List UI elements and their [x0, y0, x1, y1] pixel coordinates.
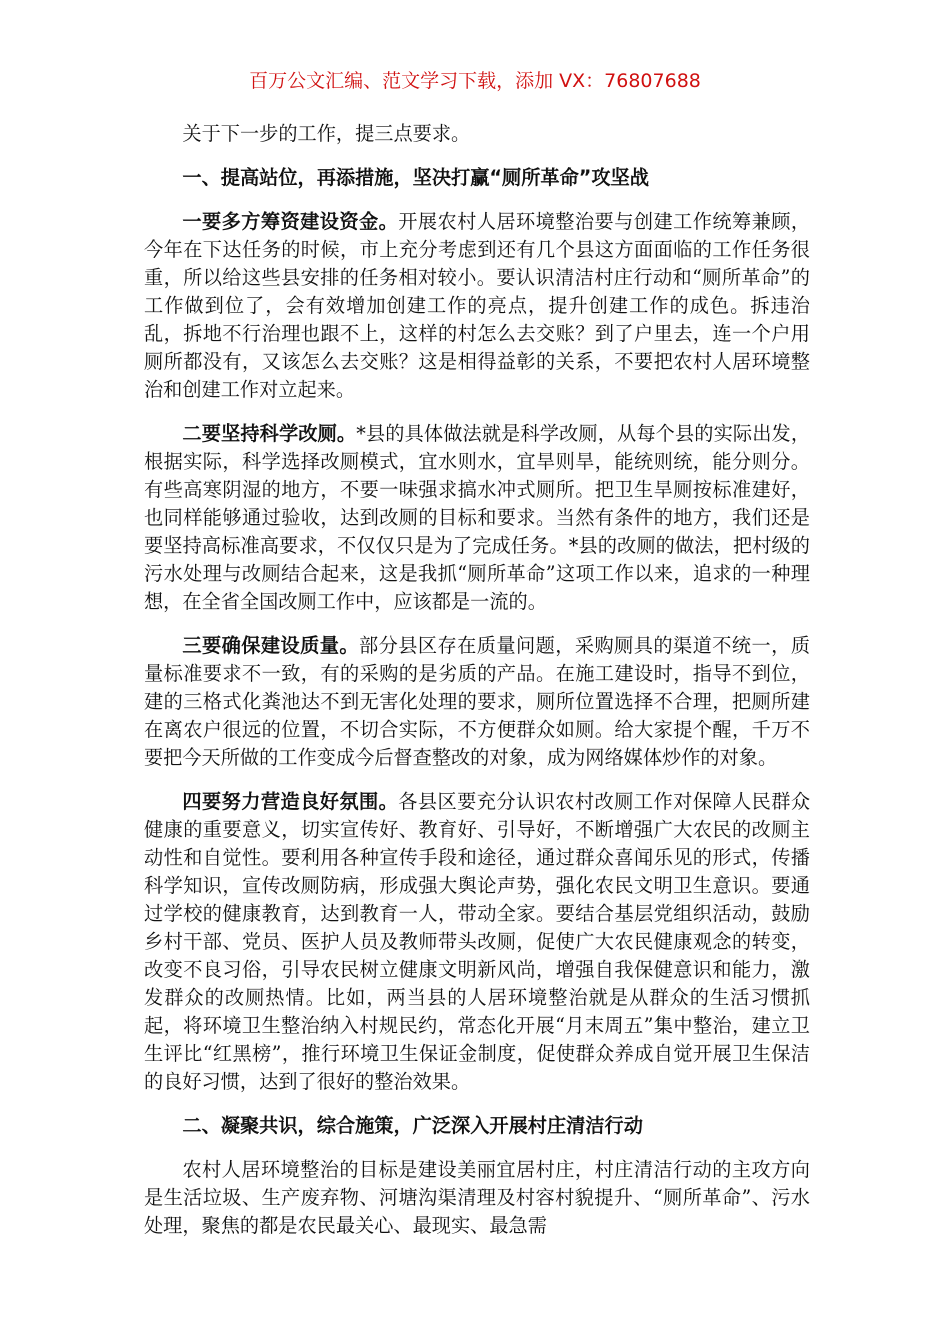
paragraph-1	[144, 208, 810, 404]
paragraph-2	[144, 420, 810, 616]
document-body	[144, 120, 810, 1256]
intro-paragraph: 关于下一步的工作，提三点要求。	[182, 122, 471, 145]
paragraph-5: 农村人居环境整治的目标是建设美丽宜居村庄，村庄清洁行动的主攻方向是生活垃圾、生产废弃物、河塘沟渠清理及村容村貌提升、“厕所革命”、污水处理，聚焦的都是农民最关心、最现实、最急需	[144, 1158, 810, 1237]
paragraph-2-body: *县的具体做法就是科学改厕，从每个县的实际出发，根据实际，科学选择改厕模式，宜水则水，宜旱则旱，能统则统，能分则分。有些高寒阴湿的地方，不要一味强求搞水冲式厕所。把卫生旱厕按标准建好，也同样能够通过验收，达到改厕的目标和要求。当然有条件的地方，我们还是要坚持高标准高要求，不仅仅只是为了完成任务。*县的改厕的做法，把村级的污水处理与改厕结合起来，这是我抓“厕所革命”这项工作以来，追求的一种理想，在全省全国改厕工作中，应该都是一流的。	[144, 422, 811, 613]
paragraph-4-body: 各县区要充分认识农村改厕工作对保障人民群众健康的重要意义，切实宣传好、教育好、引导好，不断增强广大农民的改厕主动性和自觉性。要利用各种宣传手段和途径，通过群众喜闻乐见的形式，传播科学知识，宣传改厕防病，形成强大舆论声势，强化农民文明卫生意识。要通过学校的健康教育，达到教育一人，带动全家。要结合基层党组织活动，鼓励乡村干部、党员、医护人员及教师带头改厕，促使广大农民健康观念的转变，改变不良习俗，引导农民树立健康文明新风尚，增强自我保健意识和能力，激发群众的改厕热情。比如，两当县的人居环境整治就是从群众的生活习惯抓起，将环境卫生整治纳入村规民约，常态化开展“月末周五”集中整治，建立卫生评比“红黑榜”，推行环境卫生保证金制度，促使群众养成自觉开展卫生保洁的良好习惯，达到了很好的整治效果。	[144, 790, 811, 1093]
paragraph-2-lead: 二要坚持科学改厕。	[182, 422, 357, 445]
paragraph-3-lead: 三要确保建设质量。	[182, 634, 360, 657]
paragraph-4-lead: 四要努力营造良好氛围。	[182, 790, 399, 813]
paragraph-1-lead: 一要多方筹资建设资金。	[182, 210, 399, 233]
section-heading-2: 二、凝聚共识，综合施策，广泛深入开展村庄清洁行动	[182, 1114, 643, 1137]
section-heading-1: 一、提高站位，再添措施，坚决打赢“厕所革命”攻坚战	[182, 166, 649, 189]
paragraph-3-body: 部分县区存在质量问题，采购厕具的渠道不统一，质量标准要求不一致，有的采购的是劣质的产品。在施工建设时，指导不到位，建的三格式化粪池达不到无害化处理的要求，厕所位置选择不合理，把厕所建在离农户很远的位置，不切合实际，不方便群众如厕。给大家提个醒，千万不要把今天所做的工作变成今后督查整改的对象，成为网络媒体炒作的对象。	[144, 634, 811, 769]
header-watermark: 百万公文汇编、范文学习下载，添加 VX：76807688	[249, 70, 701, 92]
paragraph-4	[144, 788, 810, 1096]
paragraph-3	[144, 632, 810, 772]
paragraph-1-body: 开展农村人居环境整治要与创建工作统筹兼顾，今年在下达任务的时候，市上充分考虑到还有几个县这方面面临的工作任务很重，所以给这些县安排的任务相对较小。要认识清洁村庄行动和“厕所革命”的工作做到位了，会有效增加创建工作的亮点，提升创建工作的成色。拆违治乱，拆地不行治理也跟不上，这样的村怎么去交账？到了户里去，连一个户用厕所都没有，又该怎么去交账？这是相得益彰的关系，不要把农村人居环境整治和创建工作对立起来。	[144, 210, 811, 401]
